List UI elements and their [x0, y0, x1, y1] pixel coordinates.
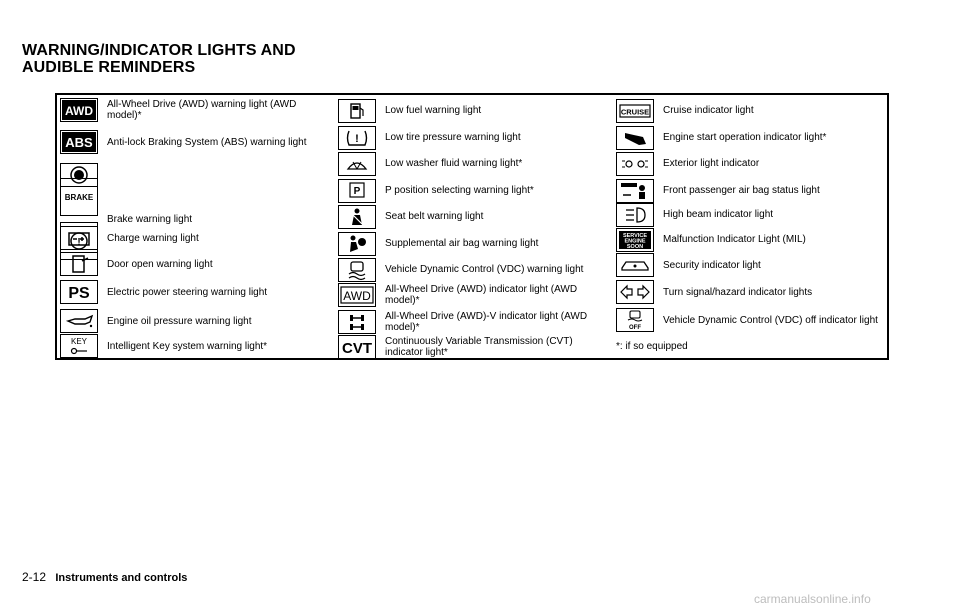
- item-label: Intelligent Key system warning light*: [107, 340, 268, 352]
- item-label: Continuously Variable Transmission (CVT) indicator light*: [385, 335, 573, 358]
- item-label: Charge warning light: [107, 232, 199, 244]
- svg-text:SERVICE: SERVICE: [622, 232, 648, 239]
- item-label: Seat belt warning light: [385, 211, 484, 222]
- list-item: [613, 278, 893, 306]
- list-item: [57, 279, 335, 305]
- list-item: [613, 202, 893, 227]
- awd-v-icon: [338, 310, 376, 334]
- item-label: Anti-lock Braking System (ABS) warning light: [107, 136, 307, 148]
- list-item: [335, 281, 613, 309]
- list-item: [57, 252, 335, 276]
- p-position-icon: [338, 179, 376, 203]
- brake-text-icon: [60, 178, 98, 216]
- item-label: Low tire pressure warning light: [385, 132, 521, 143]
- vdc-off-icon-text: OFF: [629, 325, 641, 331]
- awd-indicator-icon-text: AWD: [343, 289, 371, 303]
- list-item: [335, 256, 613, 283]
- list-item: [335, 230, 613, 257]
- item-label: Turn signal/hazard indicator lights: [663, 286, 813, 298]
- engine-start-icon: [616, 126, 654, 150]
- watermark: carmanualsonline.info: [754, 592, 871, 606]
- item-label: Malfunction Indicator Light (MIL): [663, 234, 806, 245]
- item-label: Low washer fluid warning light*: [385, 158, 523, 169]
- item-label: Front passenger air bag status light: [663, 185, 820, 196]
- item-label: Vehicle Dynamic Control (VDC) warning light: [385, 264, 584, 275]
- cruise-icon-text: CRUISE: [620, 107, 650, 116]
- item-label: All-Wheel Drive (AWD)-V indicator light (AWD model)*: [385, 311, 588, 333]
- list-item: [57, 97, 335, 122]
- list-item: [613, 151, 893, 176]
- item-label: Cruise indicator light: [663, 105, 754, 116]
- list-item: [613, 252, 893, 278]
- cvt-icon-text: CVT: [342, 339, 372, 357]
- fuel-pump-icon: [338, 99, 376, 123]
- awd-warning-icon: [60, 98, 98, 122]
- security-car-icon: [616, 253, 654, 277]
- item-label: P position selecting warning light*: [385, 185, 534, 196]
- list-item: [613, 177, 893, 204]
- item-label: Security indicator light: [663, 259, 761, 271]
- list-item: [335, 98, 613, 123]
- item-label: High beam indicator light: [663, 209, 774, 220]
- key-icon-text: KEY: [70, 337, 88, 346]
- passenger-airbag-status-icon: [616, 179, 654, 203]
- p-icon-text: P: [353, 185, 361, 197]
- page-heading: [22, 42, 296, 76]
- awd-indicator-icon: [338, 283, 376, 307]
- list-item: [613, 226, 893, 253]
- cvt-icon: [338, 335, 376, 359]
- seat-belt-icon: [338, 205, 376, 229]
- exterior-light-icon: [616, 152, 654, 176]
- abs-icon: [60, 130, 98, 154]
- charge-battery-icon: [60, 226, 98, 250]
- list-item: [335, 204, 613, 229]
- svg-text:SOON: SOON: [626, 243, 644, 250]
- list-item: [57, 308, 335, 334]
- list-item: [335, 308, 613, 336]
- list-item: [57, 333, 335, 359]
- list-item: [613, 98, 893, 123]
- list-item: [335, 177, 613, 204]
- brake-icon-text: BRAKE: [64, 193, 94, 202]
- section-title: Instruments and controls: [55, 572, 188, 584]
- cruise-icon: [616, 99, 654, 123]
- item-label: Engine oil pressure warning light: [107, 315, 252, 327]
- item-label: Brake warning light: [107, 213, 193, 225]
- item-label: All-Wheel Drive (AWD) warning light (AWD model)*: [107, 98, 297, 121]
- awd-icon-text: AWD: [65, 103, 93, 118]
- abs-icon-text: ABS: [65, 135, 93, 150]
- list-item: [335, 333, 613, 360]
- item-label: Door open warning light: [107, 258, 213, 270]
- footnote: *: if so equipped: [616, 340, 688, 352]
- item-label: Electric power steering warning light: [107, 286, 268, 298]
- intelligent-key-icon: [60, 334, 98, 358]
- service-engine-soon-icon: [616, 228, 654, 252]
- air-bag-icon: [338, 232, 376, 256]
- item-label: Exterior light indicator: [663, 158, 760, 169]
- item-label: All-Wheel Drive (AWD) indicator light (AWD model)*: [385, 284, 578, 306]
- oil-can-icon: [60, 309, 98, 333]
- door-open-icon: [60, 252, 98, 276]
- list-item: [57, 226, 335, 250]
- list-item: [335, 151, 613, 176]
- power-steering-icon: [60, 280, 98, 304]
- page-footer: [22, 570, 187, 584]
- indicator-lights-table: [55, 93, 889, 360]
- vdc-icon: [338, 258, 376, 282]
- tire-pressure-icon: [338, 126, 376, 150]
- item-label: Vehicle Dynamic Control (VDC) off indicator light: [663, 314, 878, 326]
- page-number: 2-12: [22, 570, 47, 584]
- heading-line-2: AUDIBLE REMINDERS: [22, 59, 196, 76]
- svg-text:ENGINE: ENGINE: [624, 238, 646, 244]
- vdc-off-icon: [616, 308, 654, 332]
- high-beam-icon: [616, 203, 654, 227]
- list-item: [335, 125, 613, 150]
- item-label: Supplemental air bag warning light: [385, 238, 539, 249]
- svg-text:!: !: [355, 132, 359, 145]
- heading-line-1: WARNING/INDICATOR LIGHTS AND: [22, 42, 296, 59]
- footnote-row: [613, 335, 893, 357]
- list-item: [57, 126, 335, 158]
- washer-fluid-icon: [338, 152, 376, 176]
- item-label: Engine start operation indicator light*: [663, 132, 827, 143]
- item-label: Low fuel warning light: [385, 105, 482, 116]
- list-item: [613, 306, 893, 334]
- svg-text:!: !: [77, 237, 81, 248]
- turn-signal-icon: [616, 280, 654, 304]
- list-item: [613, 125, 893, 150]
- ps-icon-text: PS: [68, 285, 90, 302]
